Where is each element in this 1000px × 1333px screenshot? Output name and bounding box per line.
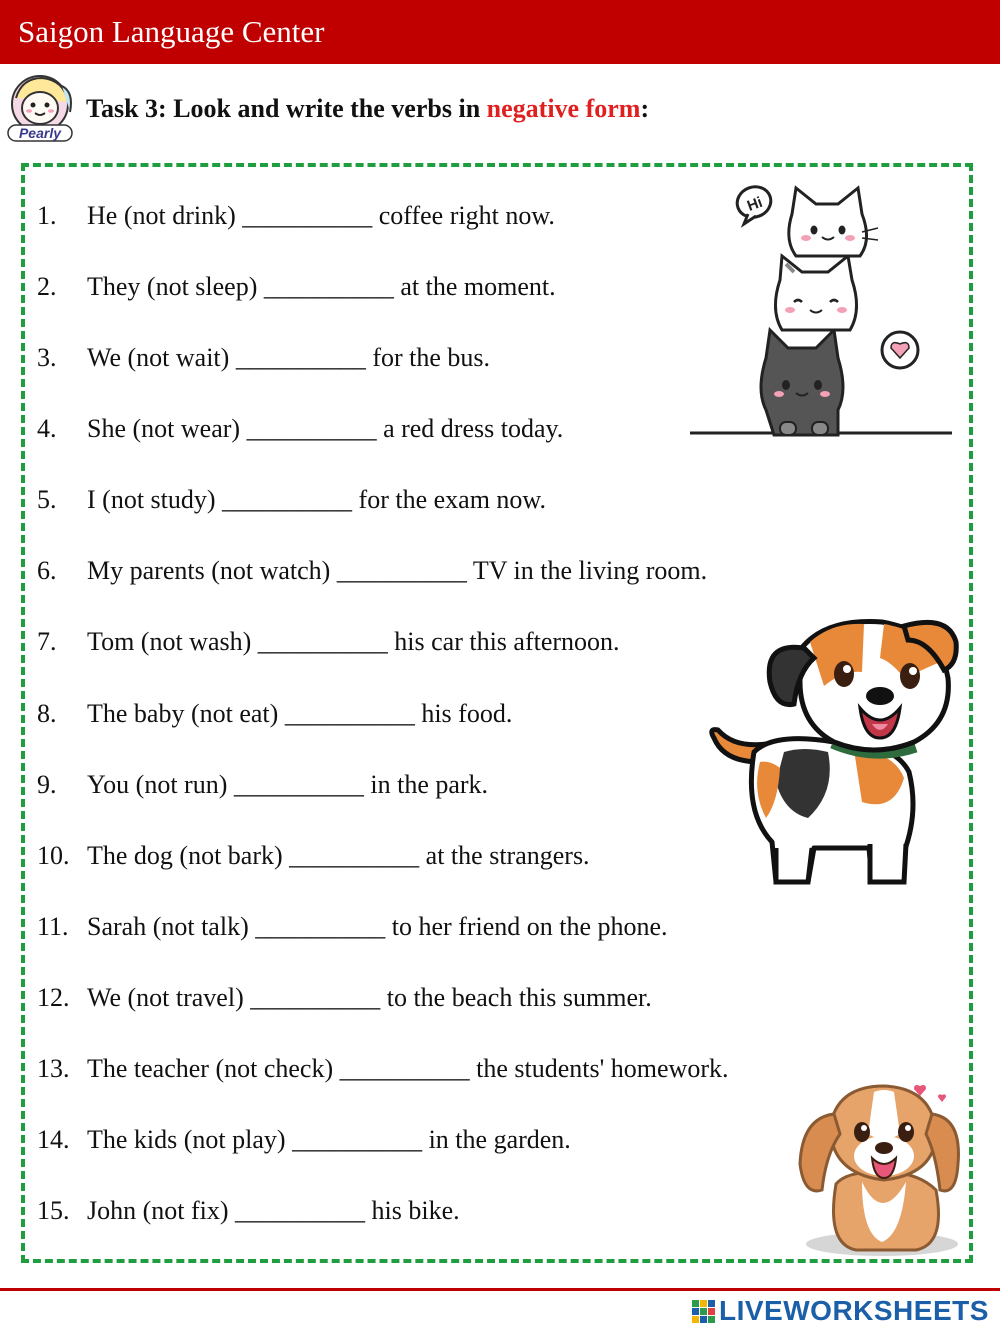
item-prompt: Tom (not wash) xyxy=(87,627,258,656)
list-item xyxy=(37,1052,729,1086)
item-number: 13. xyxy=(37,1054,70,1083)
item-prompt: The teacher (not check) xyxy=(87,1054,340,1083)
footer-divider xyxy=(0,1288,1000,1291)
item-rest: in the park. xyxy=(363,770,489,799)
list-item xyxy=(37,1123,571,1157)
item-rest: TV in the living room. xyxy=(466,556,708,585)
item-prompt: My parents (not watch) xyxy=(87,556,337,585)
item-rest: a red dress today. xyxy=(376,414,564,443)
brand-logo-icon xyxy=(692,1300,715,1323)
item-prompt: They (not sleep) xyxy=(87,272,264,301)
list-item xyxy=(37,341,490,375)
item-number: 12. xyxy=(37,983,70,1012)
item-number: 4. xyxy=(37,414,57,443)
answer-blank[interactable]: __________ xyxy=(263,272,394,301)
item-rest: the students' homework. xyxy=(469,1054,729,1083)
item-prompt: You (not run) xyxy=(87,770,234,799)
list-item xyxy=(37,270,556,304)
item-number: 9. xyxy=(37,770,57,799)
item-number: 7. xyxy=(37,627,57,656)
item-rest: for the exam now. xyxy=(352,485,547,514)
header-bar xyxy=(0,0,1000,64)
item-number: 15. xyxy=(37,1196,70,1225)
list-item xyxy=(37,981,652,1015)
task-prefix: Task 3: Look and write the verbs in xyxy=(86,94,487,123)
item-number: 1. xyxy=(37,201,57,230)
item-number: 3. xyxy=(37,343,57,372)
list-item xyxy=(37,910,668,944)
list-item xyxy=(37,697,512,731)
list-item xyxy=(37,199,555,233)
pearly-logo xyxy=(2,72,78,144)
stacked-cats-illustration xyxy=(688,180,956,442)
answer-blank[interactable]: __________ xyxy=(235,343,366,372)
answer-blank[interactable]: __________ xyxy=(292,1125,423,1154)
item-prompt: The kids (not play) xyxy=(87,1125,293,1154)
list-item xyxy=(37,554,707,588)
list-item xyxy=(37,768,488,802)
answer-blank[interactable]: __________ xyxy=(255,912,386,941)
item-number: 6. xyxy=(37,556,57,585)
answer-blank[interactable]: __________ xyxy=(242,201,373,230)
header-title: Saigon Language Center xyxy=(18,14,325,49)
list-item xyxy=(37,625,620,659)
item-prompt: She (not wear) xyxy=(87,414,247,443)
puppy-illustration xyxy=(704,612,966,892)
answer-blank[interactable]: __________ xyxy=(336,556,467,585)
item-rest: to the beach this summer. xyxy=(380,983,652,1012)
item-rest: coffee right now. xyxy=(372,201,555,230)
answer-blank[interactable]: __________ xyxy=(233,770,364,799)
item-number: 10. xyxy=(37,841,70,870)
answer-blank[interactable]: __________ xyxy=(289,841,420,870)
item-number: 8. xyxy=(37,699,57,728)
answer-blank[interactable]: __________ xyxy=(257,627,388,656)
answer-blank[interactable]: __________ xyxy=(250,983,381,1012)
item-prompt: I (not study) xyxy=(87,485,223,514)
item-rest: in the garden. xyxy=(422,1125,571,1154)
item-prompt: We (not wait) xyxy=(87,343,236,372)
item-prompt: We (not travel) xyxy=(87,983,251,1012)
item-rest: his bike. xyxy=(365,1196,460,1225)
item-number: 5. xyxy=(37,485,57,514)
list-item xyxy=(37,1194,460,1228)
item-number: 14. xyxy=(37,1125,70,1154)
answer-blank[interactable]: __________ xyxy=(222,485,353,514)
liveworksheets-brand xyxy=(692,1294,989,1328)
answer-blank[interactable]: __________ xyxy=(339,1054,470,1083)
list-item xyxy=(37,483,546,517)
item-number: 11. xyxy=(37,912,69,941)
speech-bubble-text: Hi xyxy=(744,193,765,215)
item-prompt: The baby (not eat) xyxy=(87,699,285,728)
brand-name: LIVEWORKSHEETS xyxy=(719,1295,989,1326)
item-rest: for the bus. xyxy=(365,343,491,372)
task-title xyxy=(86,91,649,127)
task-highlight: negative form xyxy=(486,94,641,123)
item-prompt: John (not fix) xyxy=(87,1196,236,1225)
item-rest: to her friend on the phone. xyxy=(385,912,668,941)
list-item xyxy=(37,839,590,873)
item-rest: his car this afternoon. xyxy=(387,627,620,656)
list-item xyxy=(37,412,563,446)
item-prompt: The dog (not bark) xyxy=(87,841,290,870)
item-rest: at the strangers. xyxy=(419,841,590,870)
task-suffix: : xyxy=(640,94,650,123)
item-rest: at the moment. xyxy=(393,272,556,301)
answer-blank[interactable]: __________ xyxy=(246,414,377,443)
answer-blank[interactable]: __________ xyxy=(235,1196,366,1225)
answer-blank[interactable]: __________ xyxy=(284,699,415,728)
item-prompt: Sarah (not talk) xyxy=(87,912,256,941)
item-rest: his food. xyxy=(414,699,513,728)
logo-label: Pearly xyxy=(18,125,62,141)
item-number: 2. xyxy=(37,272,57,301)
item-prompt: He (not drink) xyxy=(87,201,243,230)
sitting-puppy-illustration xyxy=(796,1074,962,1260)
